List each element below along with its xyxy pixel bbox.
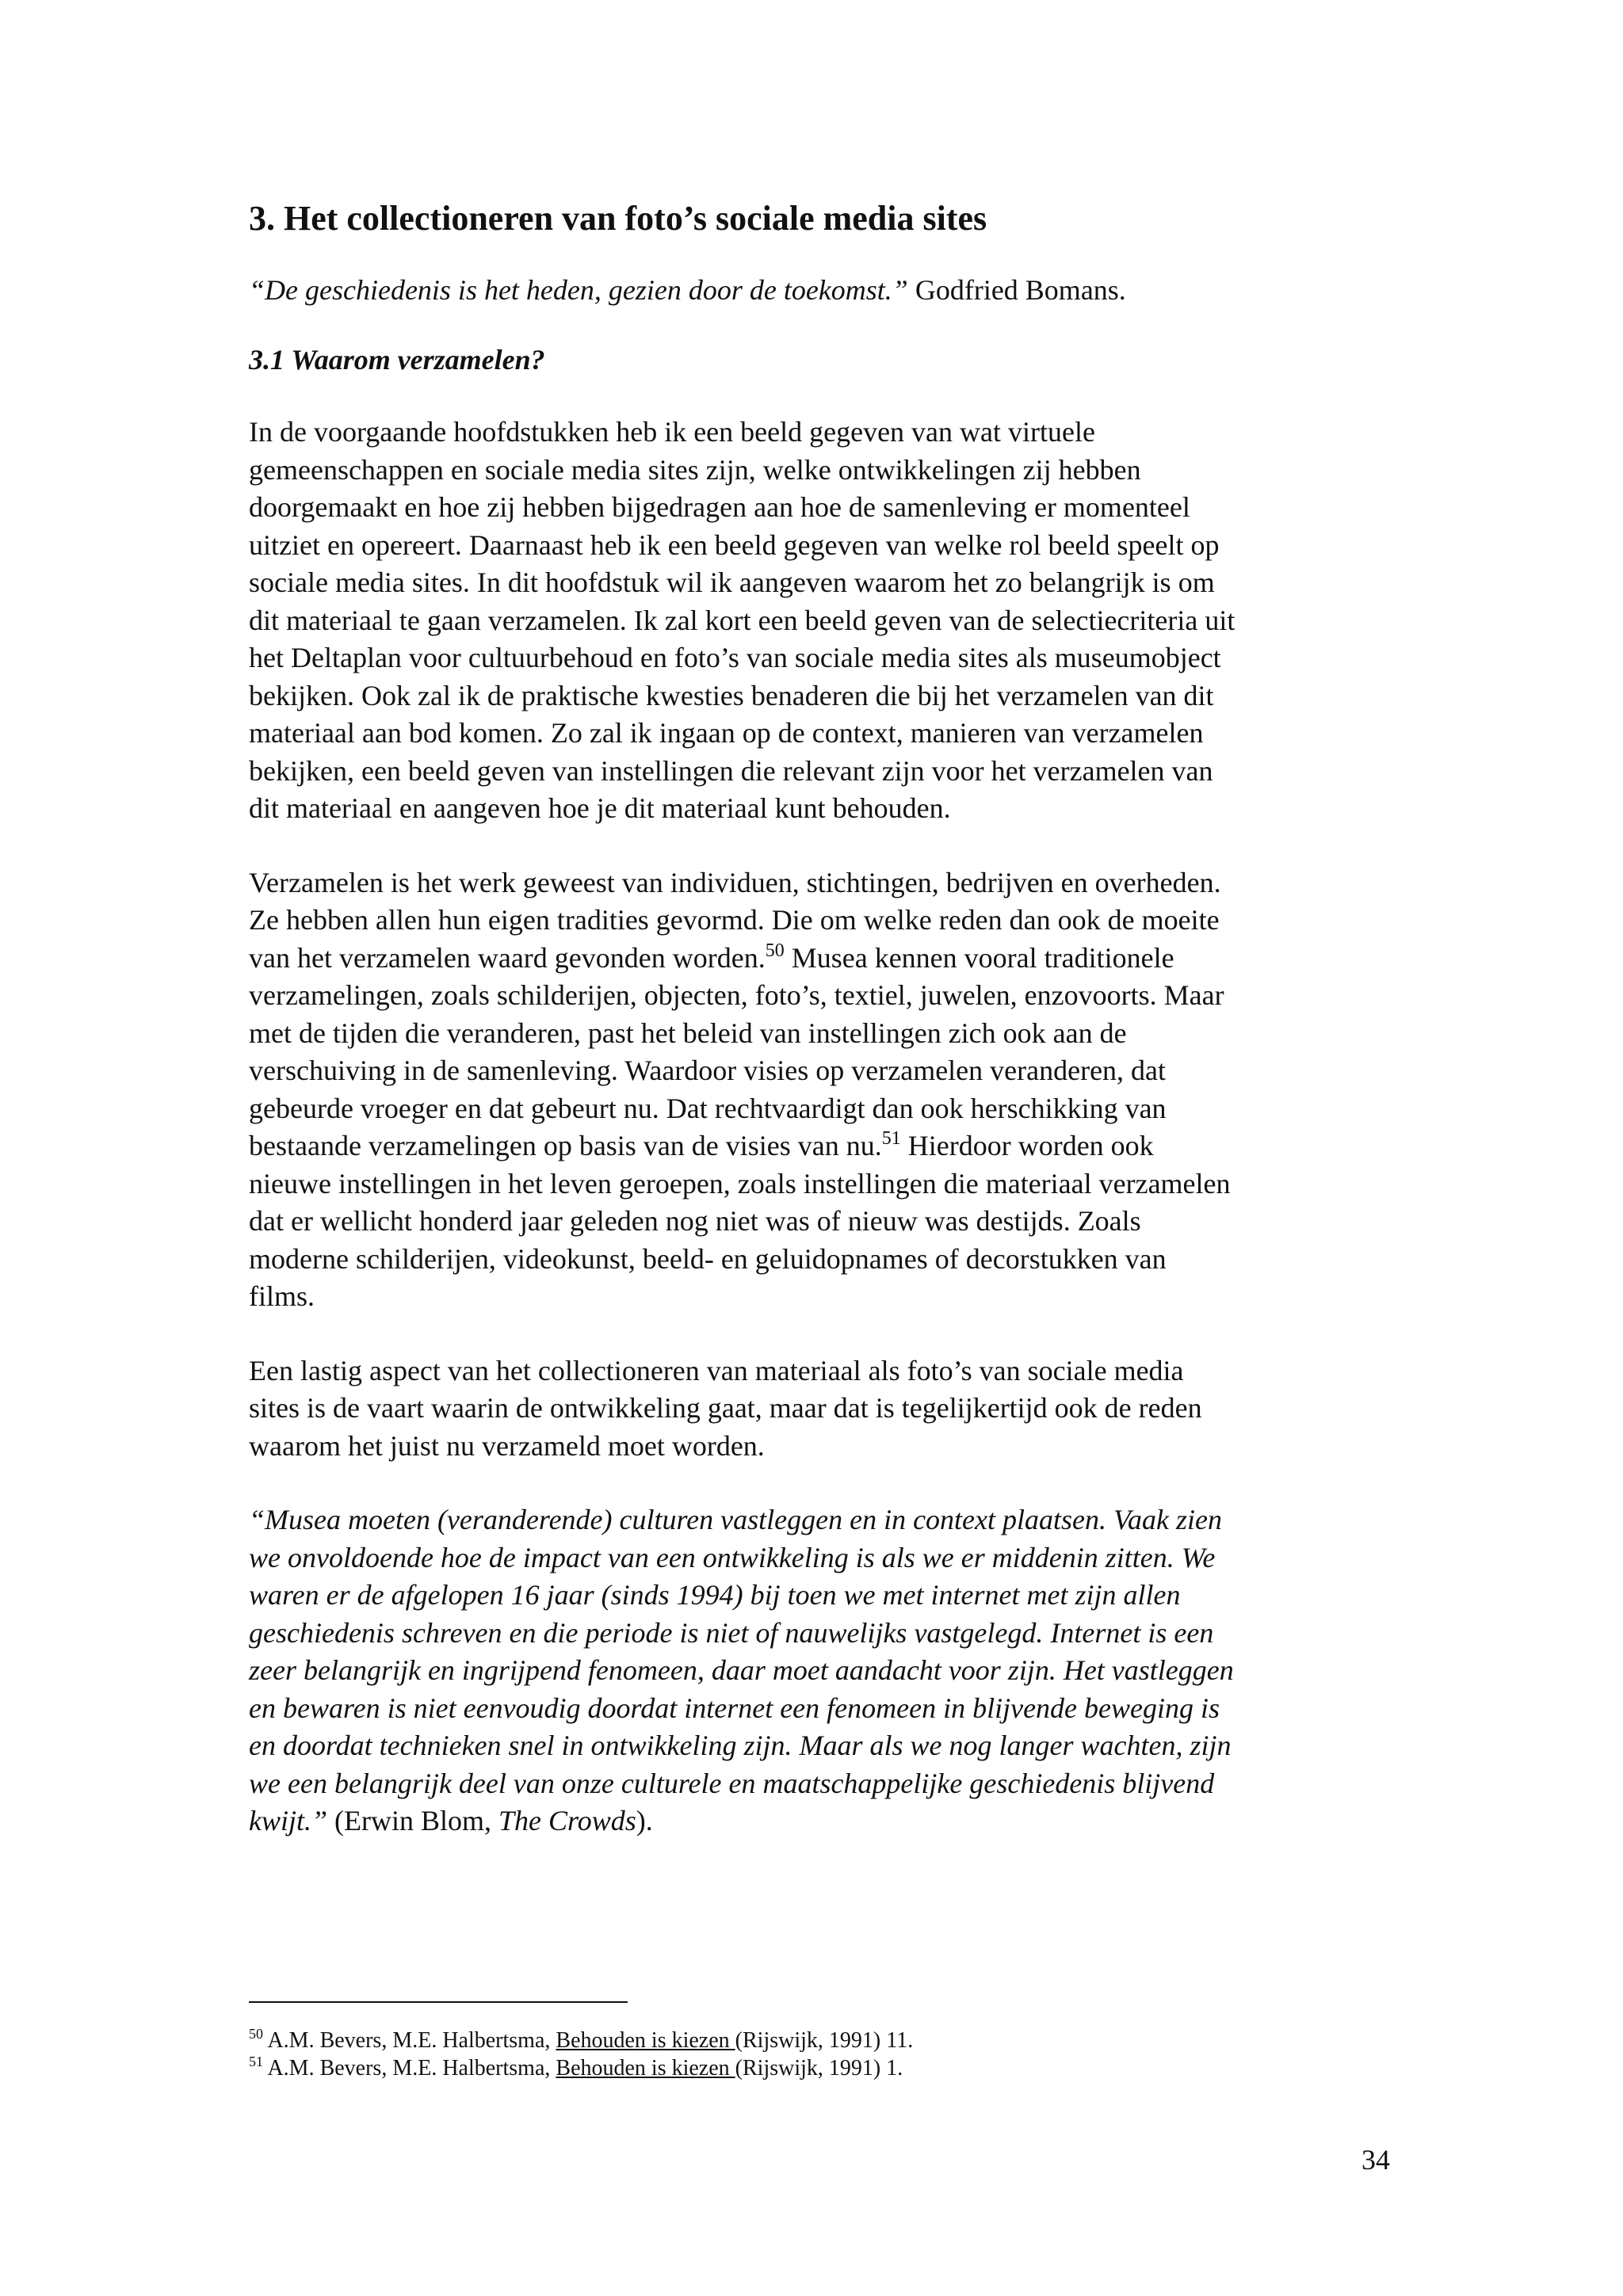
footnote-ref-50: 50 xyxy=(765,940,785,961)
section-title: 3.1 Waarom verzamelen? xyxy=(249,344,545,376)
footnote-title: Behouden is kiezen xyxy=(556,2028,735,2053)
paragraph-2-part-1: Verzamelen is het werk geweest van individuen, stichtingen, bedrijven en overheden. Ze hebben allen hun eigen tradities gevormd. Die om welke reden dan ook de moeite van het verzamelen waard gevonden worden. xyxy=(249,866,1221,974)
footnote-authors: A.M. Bevers, M.E. Halbertsma, xyxy=(263,2028,556,2053)
paragraph-2-part-3: Hierdoor worden ook nieuwe instellingen in het leven geroepen, zoals instellingen die materiaal verzamelen dat er wellicht honderd jaar geleden nog niet was of nieuw was destijds. Zoals moderne schilderijen, videokunst, beeld- en geluidopnames of decorstukken van films. xyxy=(249,1130,1231,1312)
paragraph-1: In de voorgaande hoofdstukken heb ik een beeld gegeven van wat virtuele gemeenschappen en sociale media sites zijn, welke ontwikkelingen zij hebben doorgemaakt en hoe zij hebben bijgedragen aan hoe de samenleving er momenteel uitziet en opereert. Daarnaast heb ik een beeld gegeven van welke rol beeld speelt op sociale media sites. In dit hoofdstuk wil ik aangeven waarom het zo belangrijk is om dit materiaal te gaan verzamelen. Ik zal kort een beeld geven van de selectiecriteria uit het Deltaplan voor cultuurbehoud en foto’s van sociale media sites als museumobject bekijken. Ook zal ik de praktische kwesties benaderen die bij het verzamelen van dit materiaal aan bod komen. Zo zal ik ingaan op de context, manieren van verzamelen bekijken, een beeld geven van instellingen die relevant zijn voor het verzamelen van dit materiaal en aangeven hoe je dit materiaal kunt behouden. xyxy=(249,416,1235,824)
footnote-number: 50 xyxy=(249,2026,263,2042)
footnote-title: Behouden is kiezen xyxy=(556,2056,735,2081)
paragraph-2-part-2: Musea kennen vooral traditionele verzamelingen, zoals schilderijen, objecten, foto’s, textiel, juwelen, enzovoorts. Maar met de tijden die veranderen, past het beleid van instellingen zich ook aan de verschuiving in de samenleving. Waardoor visies op verzamelen veranderen, dat gebeurde vroeger en dat gebeurt nu. Dat rechtvaardigt dan ook herschikking van bestaande verzamelingen op basis van de visies van nu. xyxy=(249,941,1224,1161)
page-body xyxy=(249,196,1390,1840)
block-quote xyxy=(249,1501,1390,1840)
footnote-rest: (Rijswijk, 1991) 11. xyxy=(735,2028,914,2053)
footnotes xyxy=(249,2001,1390,2082)
paragraph-3: Een lastig aspect van het collectioneren van materiaal als foto’s van sociale media sites is de vaart waarin de ontwikkeling gaat, maar dat is tegelijkertijd ook de reden waarom het juist nu verzameld moet worden. xyxy=(249,1354,1202,1462)
chapter-heading: 3. Het collectioneren van foto’s sociale media sites xyxy=(249,199,987,238)
footnote-rest: (Rijswijk, 1991) 1. xyxy=(735,2056,903,2081)
footnote-number: 51 xyxy=(249,2054,263,2069)
footnote-authors: A.M. Bevers, M.E. Halbertsma, xyxy=(263,2056,556,2081)
epigraph-author: Godfried Bomans. xyxy=(907,274,1126,306)
footnote-51 xyxy=(249,2054,1390,2082)
epigraph xyxy=(249,271,1390,309)
epigraph-quote: “De geschiedenis is het heden, gezien door de toekomst.” xyxy=(249,274,908,306)
block-quote-source: The Crowds xyxy=(498,1805,636,1836)
page-number: 34 xyxy=(1361,2144,1390,2176)
paragraph-2 xyxy=(249,864,1390,1316)
block-quote-attribution: (Erwin Blom, The Crowds). xyxy=(327,1805,653,1836)
block-quote-text: “Musea moeten (veranderende) culturen vastleggen en in context plaatsen. Vaak zien we onvoldoende hoe de impact van een ontwikkeling is als we er middenin zitten. We waren er de afgelopen 16 jaar (sinds 1994) bij toen we met internet met zijn allen geschiedenis schreven en die periode is niet of nauwelijks vastgelegd. Internet is een zeer belangrijk en ingrijpend fenomeen, daar moet aandacht voor zijn. Het vastleggen en bewaren is niet eenvoudig doordat internet een fenomeen in blijvende beweging is en doordat technieken snel in ontwikkeling zijn. Maar als we nog langer wachten, zijn we een belangrijk deel van onze culturele en maatschappelijke geschiedenis blijvend kwijt.” xyxy=(249,1504,1234,1836)
footnote-50 xyxy=(249,2027,1390,2054)
footnote-divider xyxy=(249,2001,628,2003)
footnote-ref-51: 51 xyxy=(881,1128,901,1149)
